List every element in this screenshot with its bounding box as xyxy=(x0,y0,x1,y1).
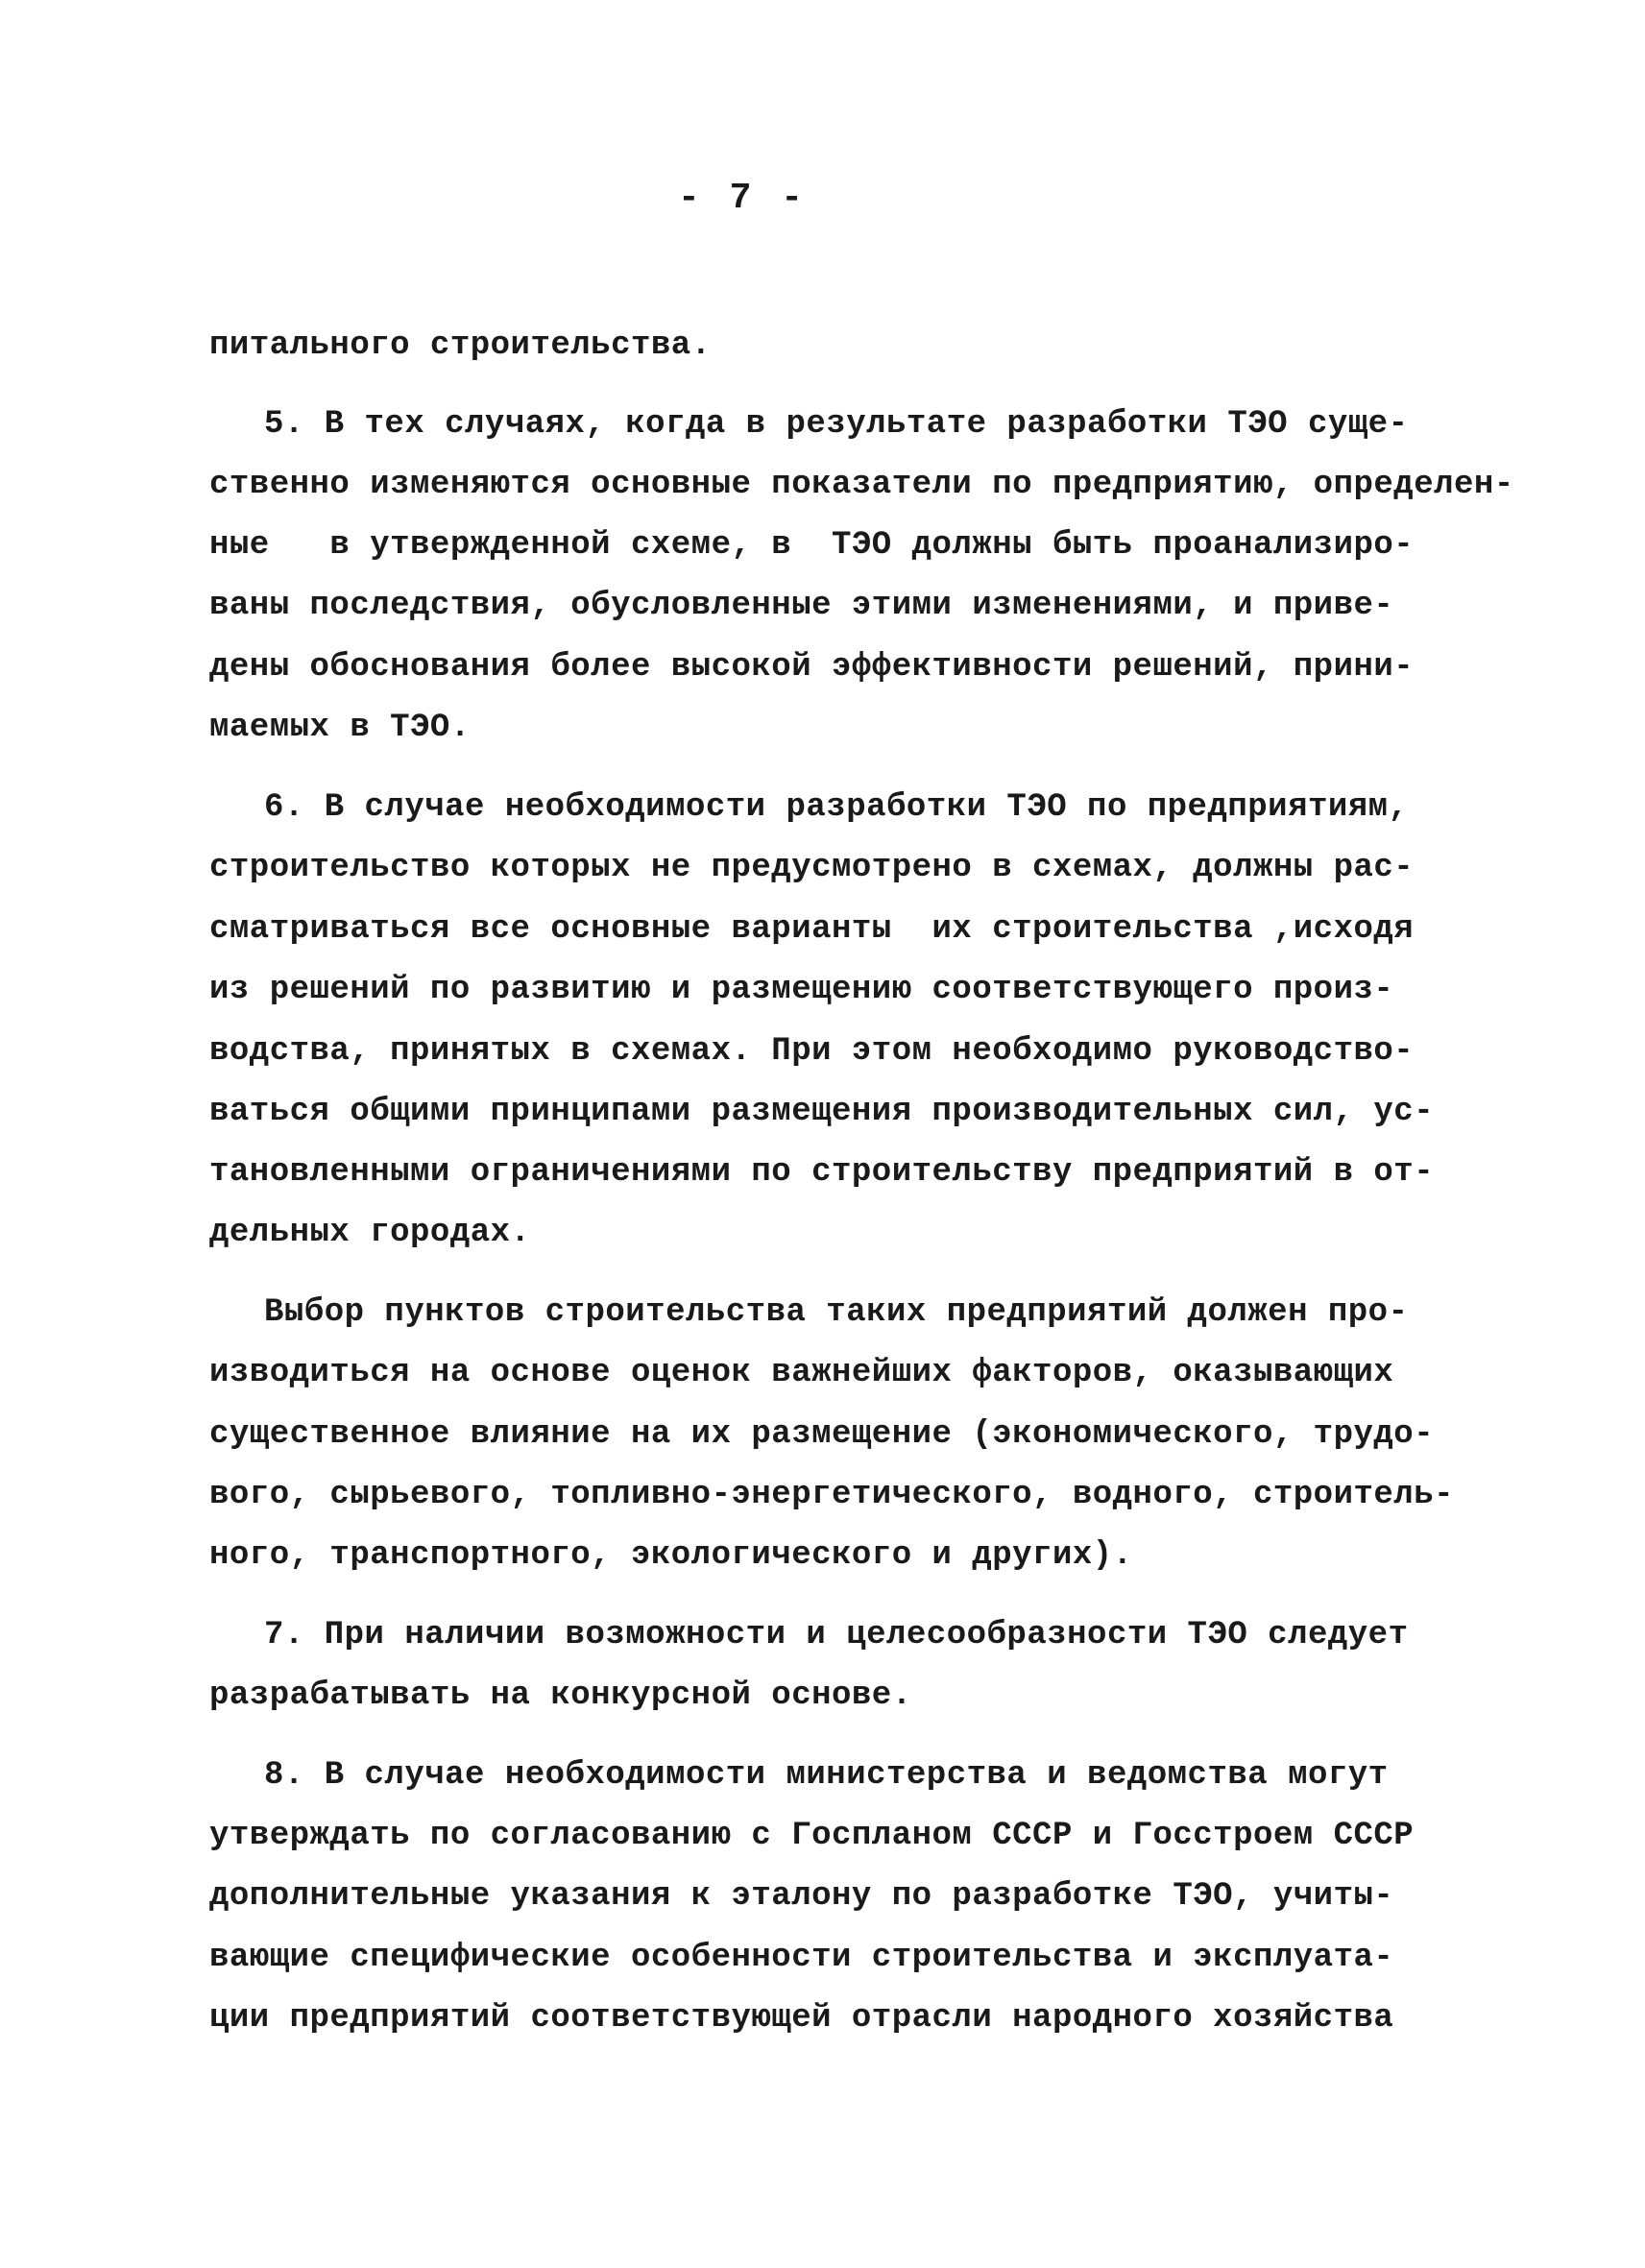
text-line: из решений по развитию и размещению соответствующего произ- xyxy=(209,972,1394,1008)
text-line: ного, транспортного, экологического и других). xyxy=(209,1537,1133,1574)
text-line: изводиться на основе оценок важнейших факторов, оказывающих xyxy=(209,1355,1394,1391)
text-line: 5. В тех случаях, когда в результате разработки ТЭО суще- xyxy=(264,406,1409,443)
text-line: ные в утвержденной схеме, в ТЭО должны быть проанализиро- xyxy=(209,527,1415,564)
text-line: 7. При наличии возможности и целесообразности ТЭО следует xyxy=(264,1617,1409,1653)
text-line: 8. В случае необходимости министерства и ведомства могут xyxy=(264,1757,1389,1794)
text-line: ции предприятий соответствующей отрасли народного хозяйства xyxy=(209,2000,1394,2037)
text-line: разрабатывать на конкурсной основе. xyxy=(209,1677,912,1714)
text-line: дены обоснования более высокой эффективности решений, прини- xyxy=(209,649,1415,686)
text-line: ваны последствия, обусловленные этими изменениями, и приве- xyxy=(209,588,1394,624)
text-line: Выбор пунктов строительства таких предприятий должен про- xyxy=(264,1294,1409,1331)
text-line: сматриваться все основные варианты их строительства ,исходя xyxy=(209,911,1415,948)
text-line: питального строительства. xyxy=(209,327,712,364)
text-line: вого, сырьевого, топливно-энергетического, водного, строитель- xyxy=(209,1477,1455,1513)
page-number: - 7 - xyxy=(678,178,808,219)
text-line: водства, принятых в схемах. При этом необходимо руководство- xyxy=(209,1033,1415,1070)
text-line: 6. В случае необходимости разработки ТЭО по предприятиям, xyxy=(264,789,1409,826)
text-line: существенное влияние на их размещение (экономического, трудо- xyxy=(209,1416,1435,1453)
text-line: дополнительные указания к эталону по разработке ТЭО, учиты- xyxy=(209,1878,1394,1915)
text-line: маемых в ТЭО. xyxy=(209,710,471,746)
text-line: вающие специфические особенности строительства и эксплуата- xyxy=(209,1940,1394,1976)
text-line: ваться общими принципами размещения производительных сил, ус- xyxy=(209,1094,1435,1130)
text-line: ственно изменяются основные показатели по предприятию, определен- xyxy=(209,467,1514,503)
text-line: тановленными ограничениями по строительству предприятий в от- xyxy=(209,1154,1435,1191)
text-line: дельных городах. xyxy=(209,1215,531,1251)
text-line: строительство которых не предусмотрено в схемах, должны рас- xyxy=(209,850,1415,886)
text-line: утверждать по согласованию с Госпланом СССР и Госстроем СССР xyxy=(209,1818,1415,1854)
